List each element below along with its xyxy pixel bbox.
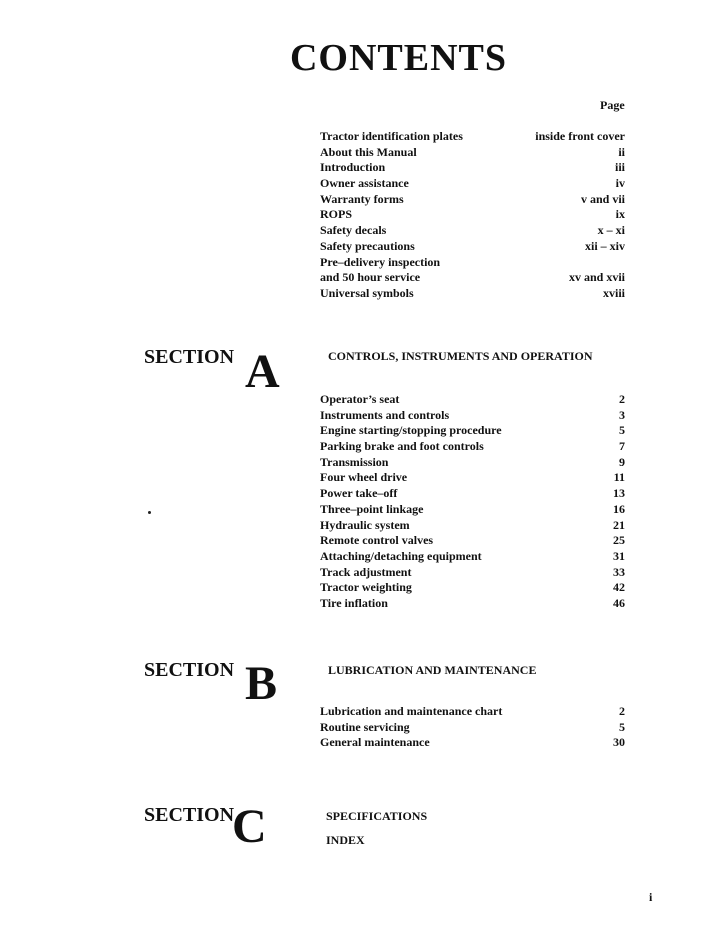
- toc-row[interactable]: Tractor identification plates inside front cover: [320, 129, 625, 143]
- toc-row[interactable]: Tire inflation 46: [320, 595, 625, 610]
- toc-row[interactable]: ROPS ix: [320, 207, 625, 222]
- page-column-label: Page: [600, 98, 625, 112]
- toc-row[interactable]: Parking brake and foot controls 7: [320, 439, 625, 454]
- toc-row[interactable]: General maintenance 30: [320, 735, 625, 750]
- toc-row[interactable]: and 50 hour service xv and xvii: [320, 270, 625, 285]
- section-a-list: [320, 392, 625, 612]
- toc-row[interactable]: Remote control valves 25: [320, 533, 625, 548]
- toc-row[interactable]: Three–point linkage 16: [320, 501, 625, 516]
- section-b-letter: B: [245, 657, 278, 710]
- toc-row[interactable]: Power take–off 13: [320, 486, 625, 501]
- toc-row[interactable]: Engine starting/stopping procedure 5: [320, 423, 625, 438]
- page-number: i: [649, 890, 653, 904]
- toc-row[interactable]: Owner assistance iv: [320, 176, 625, 191]
- toc-row[interactable]: Universal symbols xviii: [320, 285, 625, 300]
- section-b-list: [320, 704, 625, 751]
- section-b-heading: LUBRICATION AND MAINTENANCE: [328, 663, 537, 677]
- index-heading: INDEX: [326, 833, 365, 847]
- toc-row[interactable]: Attaching/detaching equipment 31: [320, 548, 625, 563]
- toc-row[interactable]: Instruments and controls 3: [320, 407, 625, 422]
- section-a-heading: CONTROLS, INSTRUMENTS AND OPERATION: [328, 349, 593, 363]
- toc-row[interactable]: Lubrication and maintenance chart 2: [320, 704, 625, 718]
- section-a-label: SECTION: [144, 346, 235, 368]
- toc-row[interactable]: Track adjustment 33: [320, 564, 625, 579]
- section-b-label: SECTION: [144, 659, 235, 681]
- toc-row[interactable]: Hydraulic system 21: [320, 517, 625, 532]
- toc-row[interactable]: Routine servicing 5: [320, 719, 625, 734]
- toc-row[interactable]: Tractor weighting 42: [320, 580, 625, 595]
- toc-row[interactable]: Safety precautions xii – xiv: [320, 238, 625, 253]
- toc-row[interactable]: Transmission 9: [320, 454, 625, 469]
- toc-row[interactable]: Introduction iii: [320, 160, 625, 175]
- stray-mark: [148, 511, 151, 514]
- section-c-label: SECTION: [144, 804, 235, 826]
- front-matter-list: [320, 129, 625, 302]
- toc-row[interactable]: Safety decals x – xi: [320, 223, 625, 238]
- toc-row[interactable]: Operator’s seat 2: [320, 392, 625, 406]
- section-c-letter: C: [232, 800, 267, 853]
- section-a-letter: A: [245, 345, 280, 398]
- toc-row[interactable]: Four wheel drive 11: [320, 470, 625, 485]
- toc-row[interactable]: Pre–delivery inspection: [320, 254, 441, 269]
- toc-row[interactable]: Warranty forms v and vii: [320, 191, 625, 206]
- toc-row[interactable]: About this Manual ii: [320, 144, 625, 159]
- section-c-heading: SPECIFICATIONS: [326, 809, 428, 823]
- page-title: CONTENTS: [289, 37, 508, 79]
